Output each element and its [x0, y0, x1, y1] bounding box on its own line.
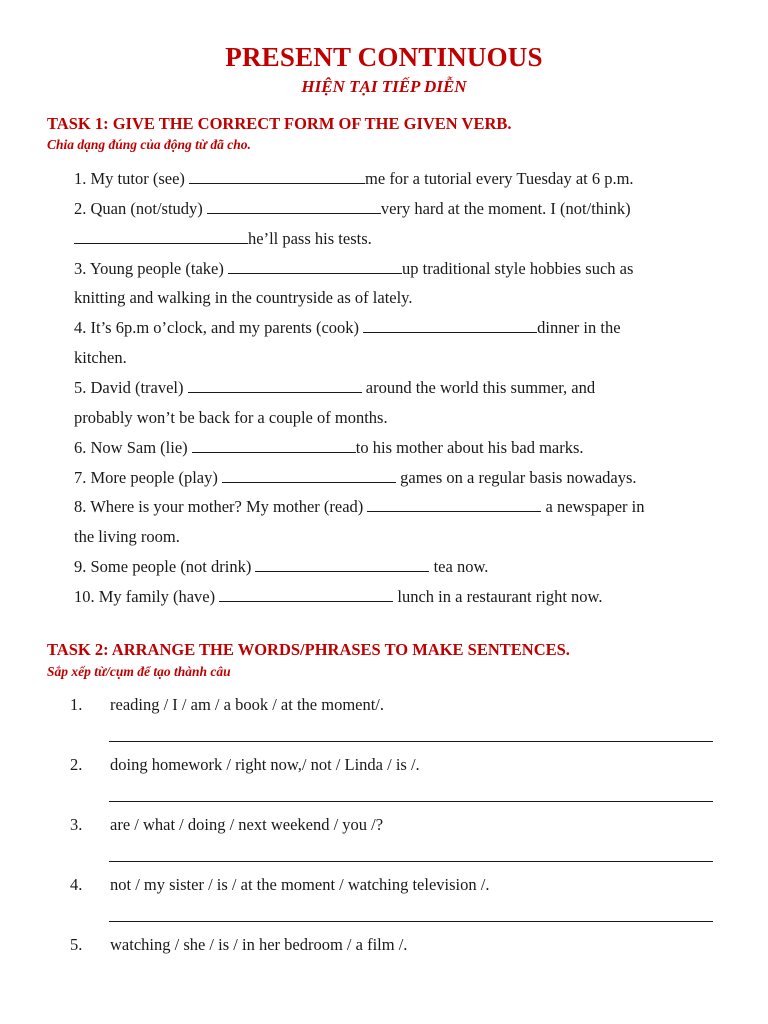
task1-line-5b: probably won’t be back for a couple of months.: [74, 408, 388, 427]
task2-item-number: 2.: [70, 755, 83, 774]
answer-line[interactable]: [109, 861, 713, 862]
answer-blank[interactable]: [222, 468, 396, 483]
task2-item-number: 3.: [70, 815, 83, 834]
task1-line-6: 6. Now Sam (lie) to his mother about his bad marks.: [74, 438, 584, 457]
task1-line-7: 7. More people (play) games on a regular basis nowadays.: [74, 468, 637, 487]
task2-instruction: Sắp xếp từ/cụm để tạo thành câu: [47, 664, 231, 679]
page-title: PRESENT CONTINUOUS: [225, 42, 543, 72]
answer-blank[interactable]: [255, 557, 429, 572]
task1-instruction: Chia dạng đúng của động từ đã cho.: [47, 137, 251, 152]
task2-item-words: watching / she / is / in her bedroom / a film /.: [110, 935, 408, 954]
task1-heading: TASK 1: GIVE THE CORRECT FORM OF THE GIVEN VERB.: [47, 114, 512, 133]
task2-item-number: 5.: [70, 935, 83, 954]
answer-blank[interactable]: [188, 378, 362, 393]
task1-line-8b: the living room.: [74, 527, 180, 546]
answer-blank[interactable]: [192, 438, 356, 453]
answer-blank[interactable]: [219, 587, 393, 602]
task2-item-number: 4.: [70, 875, 83, 894]
answer-blank[interactable]: [74, 229, 248, 244]
answer-blank[interactable]: [228, 259, 402, 274]
answer-blank[interactable]: [367, 497, 541, 512]
task2-item-words: doing homework / right now,/ not / Linda / is /.: [110, 755, 420, 774]
answer-line[interactable]: [109, 801, 713, 802]
task1-line-4b: kitchen.: [74, 348, 127, 367]
answer-blank[interactable]: [189, 169, 365, 184]
answer-line[interactable]: [109, 921, 713, 922]
task1-line-2: 2. Quan (not/study) very hard at the moment. I (not/think): [74, 199, 631, 218]
task1-line-10: 10. My family (have) lunch in a restaurant right now.: [74, 587, 603, 606]
task2-item-words: are / what / doing / next weekend / you /?: [110, 815, 384, 834]
task1-line-5: 5. David (travel) around the world this summer, and: [74, 378, 596, 397]
task1-line-9: 9. Some people (not drink) tea now.: [74, 557, 489, 576]
answer-blank[interactable]: [363, 318, 537, 333]
task1-line-8: 8. Where is your mother? My mother (read) a newspaper in: [74, 497, 645, 516]
task2-item-number: 1.: [70, 695, 83, 714]
page-subtitle: HIỆN TẠI TIẾP DIỄN: [301, 77, 467, 96]
answer-line[interactable]: [109, 741, 713, 742]
task2-item-words: reading / I / am / a book / at the moment/.: [110, 695, 385, 714]
task1-line-1: 1. My tutor (see) me for a tutorial every Tuesday at 6 p.m.: [74, 169, 634, 188]
task1-line-3: 3. Young people (take) up traditional style hobbies such as: [74, 259, 634, 278]
task1-line-4: 4. It’s 6p.m o’clock, and my parents (cook) dinner in the: [74, 318, 621, 337]
task2-item-words: not / my sister / is / at the moment / watching television /.: [110, 875, 490, 894]
answer-blank[interactable]: [207, 199, 381, 214]
task2-heading: TASK 2: ARRANGE THE WORDS/PHRASES TO MAKE SENTENCES.: [47, 640, 570, 659]
task1-line-3b: knitting and walking in the countryside as of lately.: [74, 288, 413, 307]
task1-line-2b: he’ll pass his tests.: [74, 229, 372, 249]
